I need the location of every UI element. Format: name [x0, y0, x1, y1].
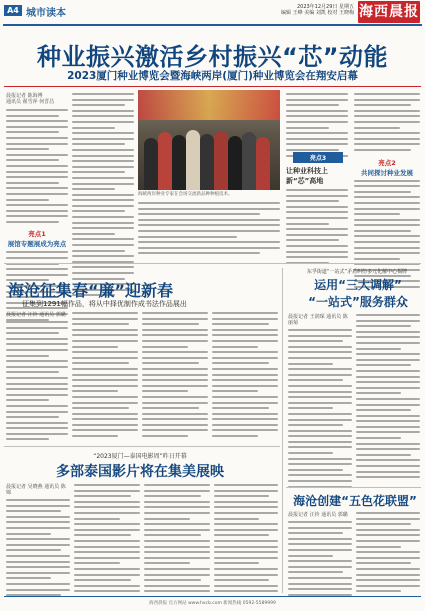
story2-headline: 海沧征集春“廉”迎新春 [8, 281, 174, 300]
story4-headline: 多部泰国影片将在集美展映 [56, 464, 224, 480]
story5-divider [286, 487, 421, 488]
story4-column-3 [144, 484, 210, 596]
story2-byline: 晨报记者 汪铃 通讯员 郭璐 [6, 312, 66, 318]
story2-column-1 [6, 312, 68, 444]
lead-box-title: 让种业科技上新“芯”高地 [286, 167, 328, 185]
photo-banner [138, 90, 280, 120]
story3-label: 东孚街道“一站式”矛盾纠纷多元化解中心揭牌 [306, 269, 408, 275]
story3-column-1 [288, 314, 352, 491]
lead-column-5 [354, 93, 420, 291]
dateline [244, 4, 354, 16]
story2-column-4 [212, 312, 278, 441]
lead-column-4b [286, 166, 348, 267]
newspaper-logo: 海西晨报 [358, 1, 420, 23]
story3-headline-2: “一站式”服务群众 [308, 295, 408, 309]
lead-tag-center: 亮点3 [293, 152, 343, 163]
lead-rule [4, 86, 421, 87]
lead-subhead-2: 亮点2 [378, 158, 396, 167]
story4-divider [4, 446, 280, 447]
story4-label: “2023厦门—泰国电影周”昨日开幕 [93, 453, 187, 460]
lead-subhead-1-title: 展馆专题展成为亮点 [7, 240, 67, 249]
lead-byline-2: 通讯员 翟雪萍 何晋昌 [6, 99, 55, 105]
lead-subhead-1: 亮点1 [28, 230, 46, 239]
story2-subheadline: 征集到1291幅作品，将从中择优制作成书法作品展出 [22, 300, 187, 308]
story4-column-2 [74, 484, 140, 596]
footer-text: 海西晨报 官方网站 www.hxcb.com 新闻热线 0592-5589999 [149, 601, 276, 606]
lead-headline: 种业振兴激活乡村振兴“芯”动能 [36, 43, 389, 71]
footer-rule [4, 596, 421, 597]
story5-headline: 海沧创建“五色花联盟” [293, 494, 417, 508]
page-number: A4 [4, 5, 22, 16]
column-divider [282, 268, 283, 593]
header-rule [3, 24, 422, 26]
story3-column-2 [356, 314, 420, 482]
lead-column-3 [138, 202, 280, 258]
lead-photo [138, 90, 280, 190]
story5-byline: 晨报记者 汪铃 通讯员 郭璐 [288, 512, 348, 518]
lead-subheadline: 2023厦门种业博览会暨海峡两岸(厦门)种业博览会在翔安启幕 [67, 70, 358, 82]
lead-subhead-2-title: 共同探讨种业发展 [361, 168, 413, 177]
date-line: 2023年12月29日 星期五 [296, 4, 354, 10]
section-divider [4, 263, 421, 264]
story2-column-2 [72, 312, 138, 441]
story5-column-2 [356, 512, 420, 596]
photo-caption: 海峡两岸种业专家在会场交流新品种种植技术。 [138, 192, 233, 197]
story4-byline: 晨报记者 吴晓燕 通讯员 陈锦 [6, 484, 66, 496]
lead-column-2 [72, 93, 134, 300]
section-title: 城市读本 [26, 8, 66, 19]
story3-byline: 晨报记者 王润琛 通讯员 陈丽菊 [288, 314, 348, 326]
story2-column-3 [142, 312, 208, 441]
story3-headline-1: 运用“三大调解” [314, 278, 402, 292]
lead-byline: 晨报记者 陈海博 [6, 93, 43, 99]
editor-line: 编辑 王峰 美编 刘凯 校对 王晓梅 [281, 10, 354, 16]
story5-column-1 [288, 512, 352, 599]
story4-column-1 [6, 484, 70, 600]
lead-column-4 [286, 93, 348, 160]
story4-column-4 [214, 484, 278, 596]
